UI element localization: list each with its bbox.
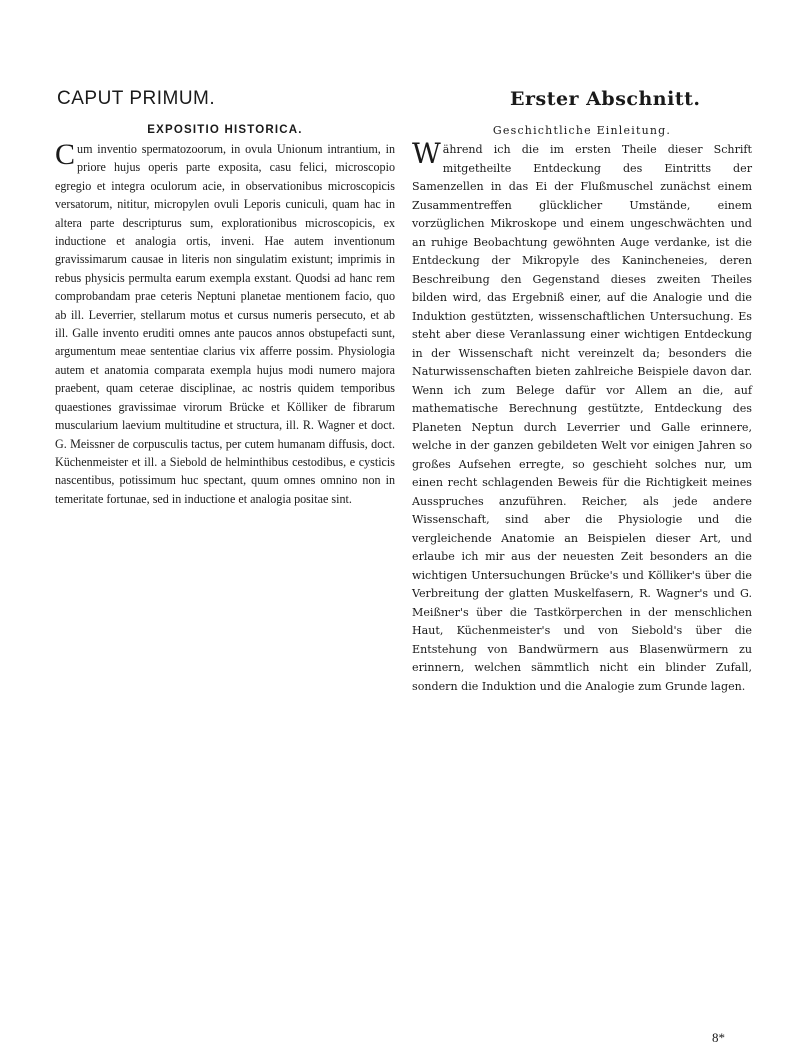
- german-section-title: Geschichtliche Einleitung.: [492, 124, 672, 137]
- german-chapter-heading: Erster Abschnitt.: [510, 88, 701, 110]
- latin-column: [55, 124, 395, 508]
- german-paragraph-text: ährend ich die im ersten Theile dieser Schrift mitgetheilte Entdeckung des Eintritts der Samenzellen in das Ei der Flußmuschel zunächst einem Zusammentreffen glücklicher Umstände, einem vorzüglichen Mikroskope und einem ungeschwächten und an ruhige Beobachtung gewöhnten Auge verdanke, ist die Entdeckung der Mikropyle des Kanincheneies, deren Beschreibung den Gegenstand dieses zweiten Theiles bilden wird, das Ergebniß einer, auf die Analogie und die Induktion gestützten, wissenschaftlichen Untersuchung. Es steht aber diese Veranlassung einer wichtigen Entdeckung in der Wissenschaft nicht vereinzelt da; besonders die Naturwissenschaften bieten zahlreiche Beispiele davon dar. Wenn ich zum Belege dafür vor Allem an die, auf mathematische Berechnung gestützte, Entdeckung des Planeten Neptun durch Leverrier und Galle erinnere, welche in der ganzen gebildeten Welt vor einigen Jahren so großes Aufsehen erregte, so geschieht solches nur, um einen recht schlagenden Beweis für die Richtigkeit meines Ausspruches anzuführen. Reicher, als jede andere Wissenschaft, sind aber die Physiologie und die vergleichende Anatomie an Beispielen dieser Art, und erlaube ich mir aus der neuesten Zeit besonders an die wichtigen Untersuchungen Brücke's und Kölliker's über die Verbreitung der glatten Muskelfasern, R. Wagner's und G. Meißner's über die Tastkörperchen in der menschlichen Haut, Küchenmeister's und von Siebold's über die Entstehung von Bandwürmern aus Blasenwürmern zu erinnern, welchen sämmtlich nicht ein blinder Zufall, sondern die Induktion und die Analogie zum Grunde lagen.: [412, 143, 752, 693]
- latin-section-title: EXPOSITIO HISTORICA.: [147, 124, 303, 136]
- latin-paragraph: [55, 140, 395, 508]
- latin-initial-letter: C: [55, 138, 76, 171]
- latin-chapter-heading: CAPUT PRIMUM.: [57, 88, 216, 109]
- german-paragraph: [412, 137, 752, 696]
- german-column: [412, 124, 752, 696]
- latin-paragraph-text: um inventio spermatozoorum, in ovula Unionum intrantium, in priore hujus operis parte exposita, casu felici, microscopio egregio et integra oculorum acie, in observationibus microscopicis versatorum, nititur, micropylen ovuli Leporis cuniculi, quam hac in altera parte descripturus sum, explorationibus microscopicis, ex inductione et analogia ortis, inveni. Hae autem inventionum gravissimarum causae in literis non singulatim existunt; imprimis in rebus physicis permulta earum exempla exstant. Quodsi ad hanc rem comprobandam prae ceteris Neptuni planetae mentionem facio, quo ab ill. Leverrier, stellarum motus et cursus numeris persecuto, et ab ill. Galle invento eruditi omnes ante paucos annos obstupefacti sunt, argumentum meae sententiae clarius vix afferre possim. Physiologia autem et anatomia comparata exempla hujus modi numero majora praebent, quam ceterae disciplinae, ac nostris quidem temporibus quaestiones gravissimae virorum Brücke et Kölliker de fibrarum muscularium laevium multitudine et structura, ill. R. Wagner et doct. G. Meissner de corpusculis tactus, per cutem humanam diffusis, doct. Küchenmeister et ill. a Siebold de helminthibus cestodibus, e cysticis nascentibus, potissimum huc spectant, quum omnes omnino non in temeritate fortunae, sed in inductione et analogia positae sint.: [55, 142, 395, 506]
- german-initial-letter: W: [412, 137, 441, 170]
- signature-mark: 8*: [712, 1030, 725, 1045]
